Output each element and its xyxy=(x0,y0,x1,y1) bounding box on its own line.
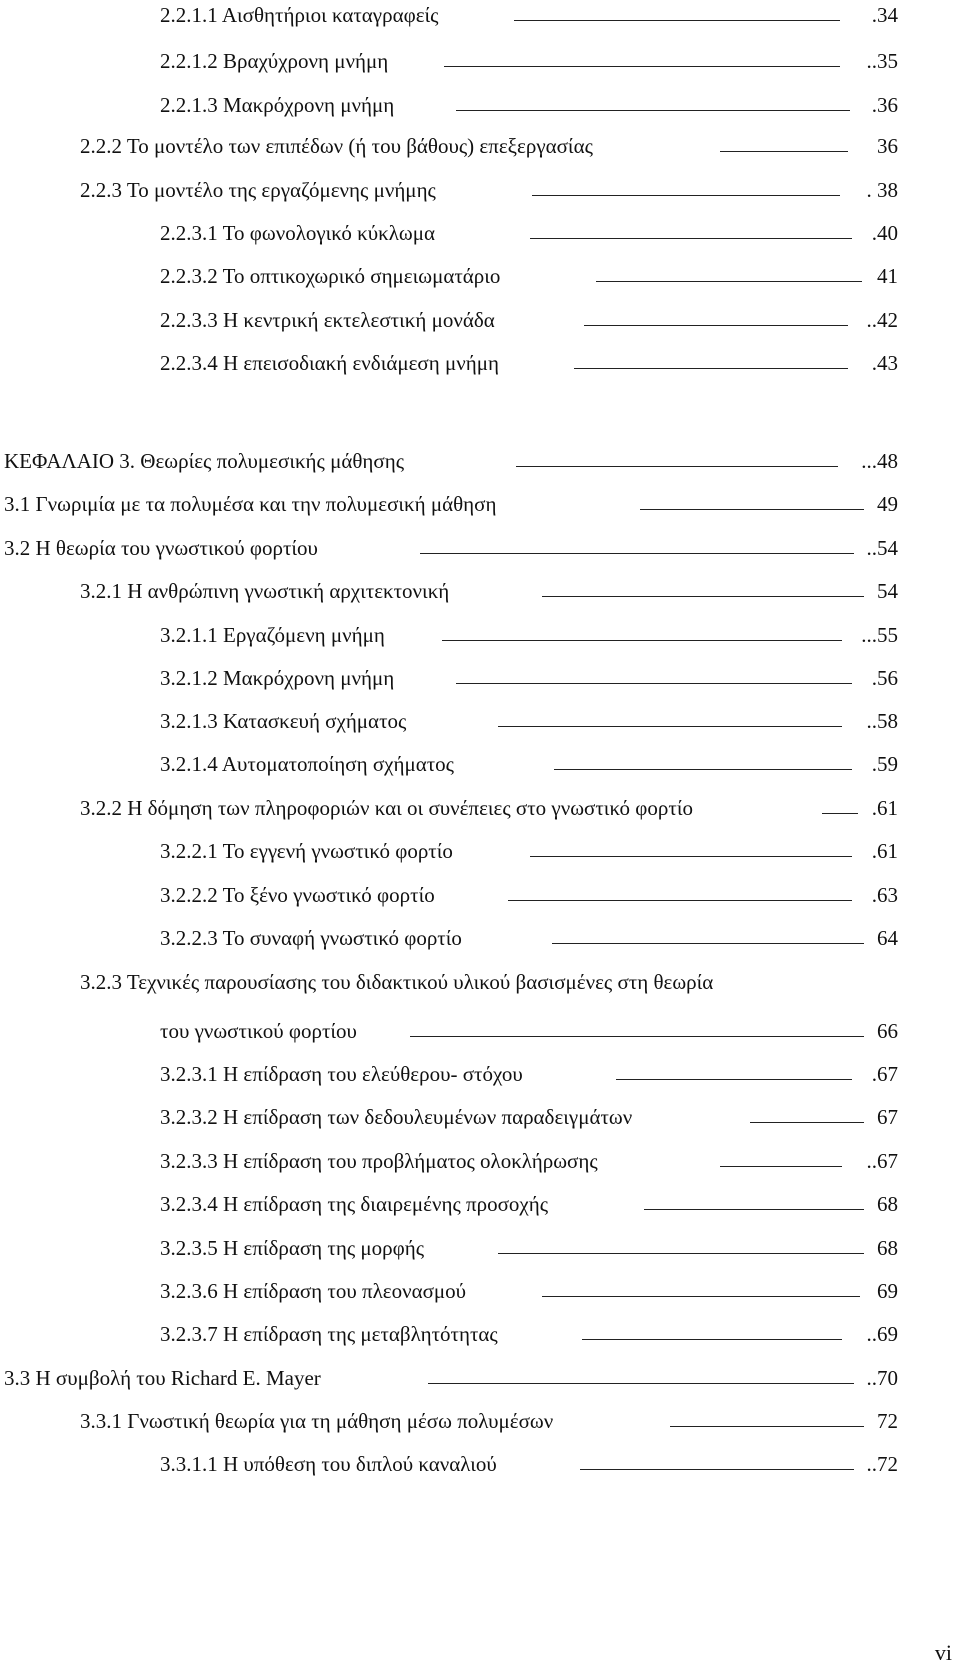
toc-leader xyxy=(822,799,858,814)
toc-entry-text: 3.2.2.3 Το συναφή γνωστικό φορτίο xyxy=(160,926,462,950)
toc-entry-text: 3.2.1.2 Μακρόχρονη μνήμη xyxy=(160,666,395,690)
toc-leader xyxy=(498,712,842,727)
toc-page-number: 36 xyxy=(877,134,898,158)
toc-leader xyxy=(640,495,864,510)
toc-page-number: ...48 xyxy=(861,449,898,473)
toc-entry-text: 2.2.3.1 Το φωνολογικό κύκλωμα xyxy=(160,221,435,245)
toc-entry-text: 2.2.1.3 Μακρόχρονη μνήμη xyxy=(160,93,395,117)
toc-page-number: .40 xyxy=(871,221,898,245)
toc-page-number: 72 xyxy=(877,1409,898,1433)
toc-page-number: 49 xyxy=(877,492,898,516)
toc-page-number: 41 xyxy=(877,264,898,288)
toc-entry-text: 2.2.3.3 Η κεντρική εκτελεστική μονάδα xyxy=(160,308,495,332)
toc-entry-text: 3.2 Η θεωρία του γνωστικού φορτίου xyxy=(4,536,318,560)
toc-line xyxy=(160,1059,898,1089)
toc-line xyxy=(80,793,898,823)
toc-page-number: ..35 xyxy=(866,49,898,73)
toc-leader xyxy=(420,539,854,554)
toc-line xyxy=(160,880,898,910)
toc-line xyxy=(160,46,898,76)
toc-line xyxy=(160,348,898,378)
toc-entry-text: 2.2.3 Το μοντέλο της εργαζόμενης μνήμης xyxy=(80,178,436,202)
toc-page-number: ..42 xyxy=(866,308,898,332)
toc-leader xyxy=(720,1152,842,1167)
toc-leader xyxy=(444,52,840,67)
toc-line xyxy=(4,489,898,519)
toc-leader xyxy=(428,1369,854,1384)
toc-line xyxy=(160,218,898,248)
toc-page-number: .34 xyxy=(871,3,898,27)
toc-entry-text: 3.2.3 Τεχνικές παρουσίασης του διδακτικού υλικού βασισμένες στη θεωρία xyxy=(80,970,714,994)
toc-line xyxy=(80,131,898,161)
toc-page-number: 64 xyxy=(877,926,898,950)
toc-entry-text: 3.2.3.5 Η επίδραση της μορφής xyxy=(160,1236,425,1260)
toc-entry-text: 3.3 Η συμβολή του Richard E. Mayer xyxy=(4,1366,321,1390)
toc-page-number: 54 xyxy=(877,579,898,603)
toc-leader xyxy=(582,1325,842,1340)
toc-leader xyxy=(616,1065,852,1080)
toc-line xyxy=(4,533,898,563)
toc-line xyxy=(80,1406,898,1436)
toc-page-number: .36 xyxy=(871,93,898,117)
toc-leader xyxy=(516,452,838,467)
toc-line xyxy=(160,1102,898,1132)
toc-leader xyxy=(456,96,850,111)
toc-line xyxy=(160,706,898,736)
toc-entry-text: 2.2.1.2 Βραχύχρονη μνήμη xyxy=(160,49,389,73)
toc-entry-text: 3.2.1 Η ανθρώπινη γνωστική αρχιτεκτονική xyxy=(80,579,450,603)
toc-entry-text: 2.2.2 Το μοντέλο των επιπέδων (ή του βάθους) επεξεργασίας xyxy=(80,134,593,158)
toc-leader xyxy=(508,886,852,901)
toc-leader xyxy=(554,755,852,770)
toc-entry-text: 2.2.3.4 Η επεισοδιακή ενδιάμεση μνήμη xyxy=(160,351,499,375)
toc-line xyxy=(160,1189,898,1219)
toc-leader xyxy=(644,1195,864,1210)
toc-entry-text: 3.2.2.1 Το εγγενή γνωστικό φορτίο xyxy=(160,839,453,863)
toc-page-number: .59 xyxy=(871,752,898,776)
toc-page-number: .63 xyxy=(871,883,898,907)
toc-entry-text: 3.3.1 Γνωστική θεωρία για τη μάθηση μέσω πολυμέσων xyxy=(80,1409,554,1433)
toc-line xyxy=(80,576,898,606)
toc-page-number: .56 xyxy=(871,666,898,690)
toc-leader xyxy=(542,582,864,597)
toc-entry-text: 3.2.3.7 Η επίδραση της μεταβλητότητας xyxy=(160,1322,498,1346)
toc-page-number: .61 xyxy=(871,839,898,863)
toc-leader xyxy=(532,181,840,196)
toc-leader xyxy=(542,1282,860,1297)
page-number: vi xyxy=(934,1640,952,1665)
toc-leader xyxy=(580,1455,854,1470)
toc-line xyxy=(160,0,898,30)
toc-page-number: ..54 xyxy=(866,536,898,560)
toc-entry-text: 3.2.1.3 Κατασκευή σχήματος xyxy=(160,709,407,733)
toc-page-number: .61 xyxy=(871,796,898,820)
toc-leader xyxy=(514,6,840,21)
toc-page-number: ..67 xyxy=(866,1149,898,1173)
toc-page-number: 68 xyxy=(877,1192,898,1216)
toc-page-number: ...55 xyxy=(861,623,898,647)
toc-line xyxy=(4,1363,898,1393)
toc-leader xyxy=(410,1022,864,1037)
toc-leader xyxy=(750,1108,864,1123)
toc-page-number: . 38 xyxy=(866,178,898,202)
toc-entry-text: 3.2.3.1 Η επίδραση του ελεύθερου- στόχου xyxy=(160,1062,523,1086)
toc-line xyxy=(4,446,898,476)
toc-line xyxy=(160,663,898,693)
toc-entry-text: 2.2.3.2 Το οπτικοχωρικό σημειωματάριο xyxy=(160,264,501,288)
toc-line xyxy=(160,90,898,120)
toc-entry-text: 3.2.1.4 Αυτοματοποίηση σχήματος xyxy=(160,752,454,776)
toc-leader xyxy=(456,669,852,684)
toc-page-number: ..70 xyxy=(866,1366,898,1390)
toc-line xyxy=(160,1276,898,1306)
toc-line xyxy=(160,1016,898,1046)
toc-entry-text: 3.2.1.1 Εργαζόμενη μνήμη xyxy=(160,623,385,647)
toc-page-number: .67 xyxy=(871,1062,898,1086)
toc-entry-text: ΚΕΦΑΛΑΙΟ 3. Θεωρίες πολυμεσικής μάθησης xyxy=(4,449,405,473)
toc-line xyxy=(160,305,898,335)
toc-entry-text: 3.1 Γνωριμία με τα πολυμέσα και την πολυμεσική μάθηση xyxy=(4,492,497,516)
toc-page-number: 68 xyxy=(877,1236,898,1260)
toc-entry-text: 3.2.3.3 Η επίδραση του προβλήματος ολοκλήρωσης xyxy=(160,1149,598,1173)
toc-line xyxy=(160,923,898,953)
toc-leader xyxy=(530,224,852,239)
toc-line xyxy=(80,175,898,205)
toc-page-number: .43 xyxy=(871,351,898,375)
toc-page-number: 66 xyxy=(877,1019,898,1043)
toc-entry-text: 2.2.1.1 Αισθητήριοι καταγραφείς xyxy=(160,3,439,27)
toc-page-number: ..72 xyxy=(866,1452,898,1476)
toc-line xyxy=(160,1449,898,1479)
toc-leader xyxy=(552,929,864,944)
toc-line xyxy=(160,261,898,291)
toc-entry-text: του γνωστικού φορτίου xyxy=(160,1019,357,1043)
toc-leader xyxy=(670,1412,864,1427)
toc-entry-text: 3.3.1.1 Η υπόθεση του διπλού καναλιού xyxy=(160,1452,497,1476)
toc-page-number: 67 xyxy=(877,1105,898,1129)
toc-leader xyxy=(574,354,848,369)
toc-leader xyxy=(720,137,848,152)
toc-leader xyxy=(584,311,848,326)
toc-leader xyxy=(596,267,862,282)
toc-leader xyxy=(442,626,842,641)
toc-entry-text: 3.2.3.4 Η επίδραση της διαιρεμένης προσοχής xyxy=(160,1192,549,1216)
toc-page-number: ..58 xyxy=(866,709,898,733)
toc-line xyxy=(160,836,898,866)
toc-leader xyxy=(498,1239,864,1254)
toc-page-number: ..69 xyxy=(866,1322,898,1346)
toc-entry-text: 3.2.3.6 Η επίδραση του πλεονασμού xyxy=(160,1279,467,1303)
toc-line xyxy=(160,1233,898,1263)
toc-leader xyxy=(530,842,852,857)
toc-entry-text: 3.2.2.2 Το ξένο γνωστικό φορτίο xyxy=(160,883,435,907)
toc-line xyxy=(160,749,898,779)
toc-entry-text: 3.2.3.2 Η επίδραση των δεδουλευμένων παραδειγμάτων xyxy=(160,1105,633,1129)
toc-entry-text: 3.2.2 Η δόμηση των πληροφοριών και οι συνέπειες στο γνωστικό φορτίο xyxy=(80,796,693,820)
toc-line xyxy=(160,1319,898,1349)
toc-line xyxy=(160,620,898,650)
toc-line xyxy=(160,1146,898,1176)
toc-page-number: 69 xyxy=(877,1279,898,1303)
